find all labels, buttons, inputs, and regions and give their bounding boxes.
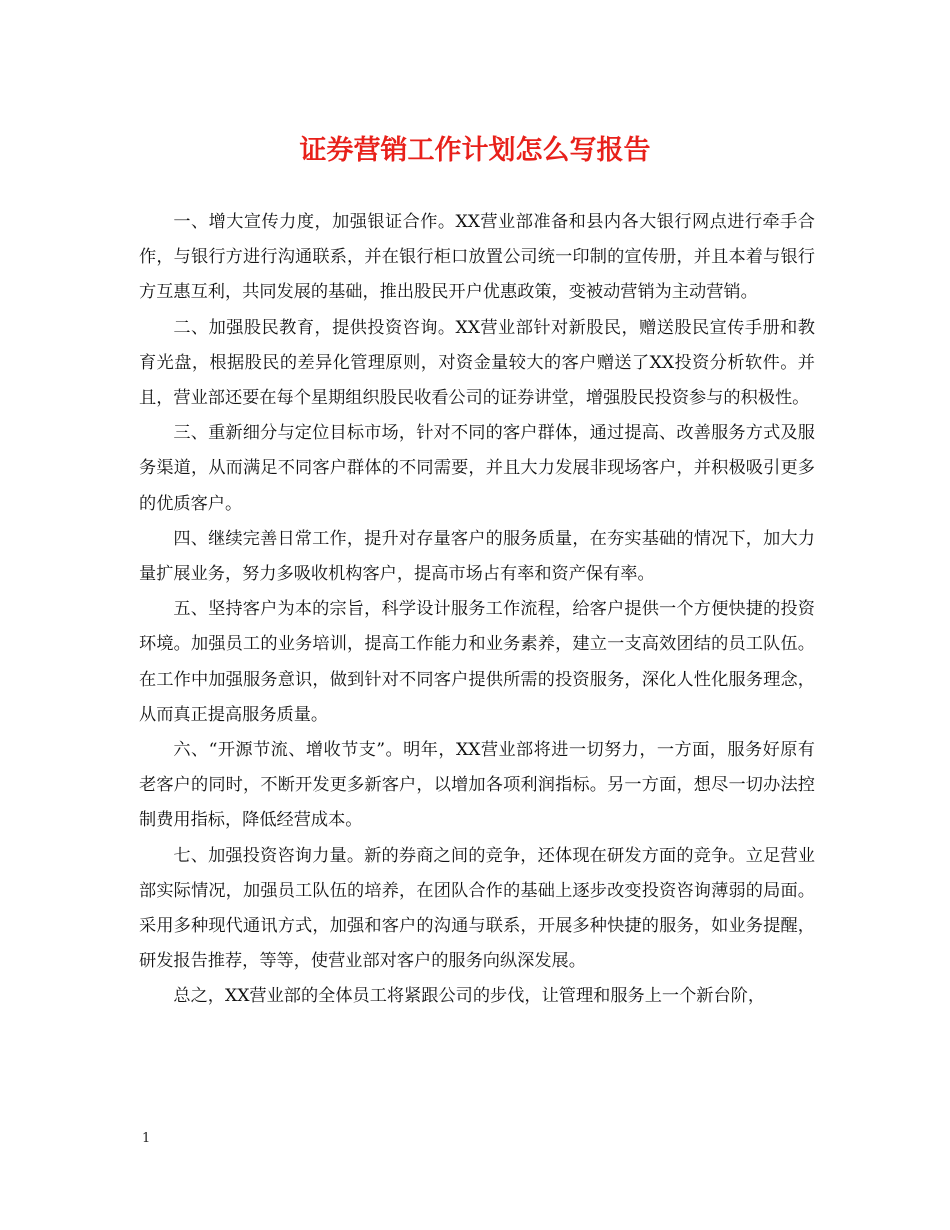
paragraph-3: 三、重新细分与定位目标市场，针对不同的客户群体，通过提高、改善服务方式及服务渠道，从而满足不同客户群体的不同需要，并且大力发展非现场客户，并积极吸引更多的优质客户。 xyxy=(139,423,815,514)
paragraph-4: 四、继续完善日常工作，提升对存量客户的服务质量，在夯实基础的情况下，加大力量扩展业务，努力多吸收机构客户，提高市场占有率和资产保有率。 xyxy=(139,528,815,585)
paragraph-5: 五、坚持客户为本的宗旨，科学设计服务工作流程，给客户提供一个方便快捷的投资环境。加强员工的业务培训，提高工作能力和业务素养，建立一支高效团结的员工队伍。在工作中加强服务意识，做到针对不同客户提供所需的投资服务，深化人性化服务理念，从而真正提高服务质量。 xyxy=(139,599,815,725)
paragraph-6: 六、“开源节流、增收节支”。明年，XX营业部将进一切努力，一方面，服务好原有老客户的同时，不断开发更多新客户，以增加各项利润指标。另一方面，想尽一切办法控制费用指标，降低经营成本。 xyxy=(139,740,815,831)
paragraph-1: 一、增大宣传力度，加强银证合作。XX营业部准备和县内各大银行网点进行牵手合作，与银行方进行沟通联系，并在银行柜口放置公司统一印制的宣传册，并且本着与银行方互惠互利，共同发展的基础，推出股民开户优惠政策，变被动营销为主动营销。 xyxy=(139,212,815,303)
document-title: 证券营销工作计划怎么写报告 xyxy=(299,135,651,166)
document-body xyxy=(139,205,815,1015)
page-number: 1 xyxy=(142,1131,151,1146)
paragraph-7: 七、加强投资咨询力量。新的券商之间的竞争，还体现在研发方面的竞争。立足营业部实际情况，加强员工队伍的培养，在团队合作的基础上逐步改变投资咨询薄弱的局面。采用多种现代通讯方式，加强和客户的沟通与联系，开展多种快捷的服务，如业务提醒，研发报告推荐，等等，使营业部对客户的服务向纵深发展。 xyxy=(139,845,815,972)
paragraph-8: 总之，XX营业部的全体员工将紧跟公司的步伐，让管理和服务上一个新台阶， xyxy=(173,986,766,1007)
paragraph-2: 二、加强股民教育，提供投资咨询。XX营业部针对新股民，赠送股民宣传手册和教育光盘，根据股民的差异化管理原则，对资金量较大的客户赠送了XX投资分析软件。并且，营业部还要在每个星期组织股民收看公司的证券讲堂，增强股民投资参与的积极性。 xyxy=(139,317,815,409)
